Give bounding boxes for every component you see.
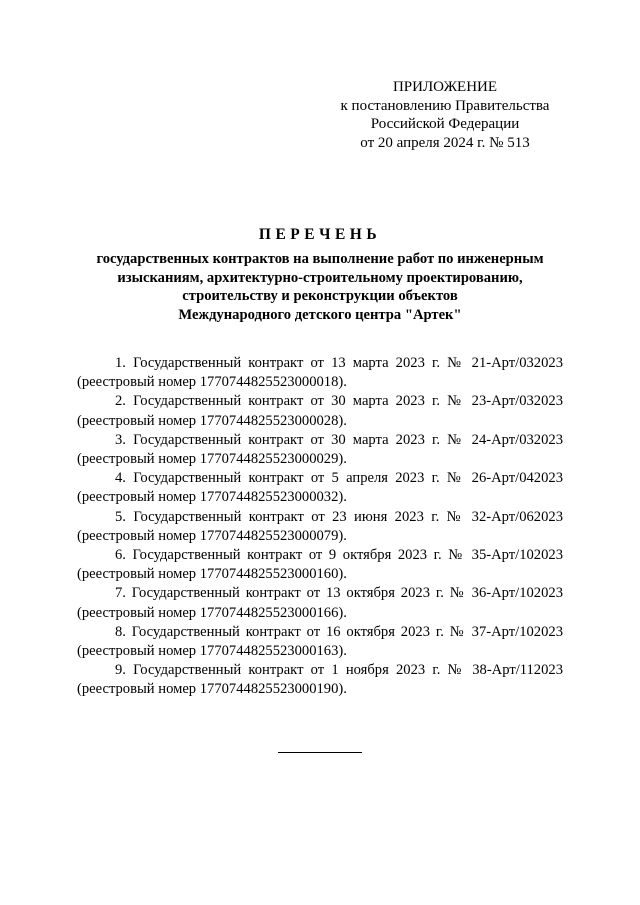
appendix-block [330,78,560,152]
list-item [77,392,563,430]
subheading-line-2: изысканиям, архитектурно-строительному проектированию, [117,269,523,286]
list-item [77,508,563,546]
list-item [77,546,563,584]
list-item-registry: (реестровый номер 1770744825523000160). [77,566,347,583]
list-item-text: 9. Государственный контракт от 1 ноября 2023 г. № 38-Арт/112023 [115,662,563,679]
list-item-registry: (реестровый номер 1770744825523000190). [77,681,347,698]
list-item-text: 2. Государственный контракт от 30 марта 2023 г. № 23-Арт/032023 [115,393,563,410]
list-item-registry: (реестровый номер 1770744825523000029). [77,451,347,468]
list-item-registry: (реестровый номер 1770744825523000032). [77,489,347,506]
list-item-registry: (реестровый номер 1770744825523000163). [77,643,347,660]
list-item [77,661,563,699]
subheading-line-3: строительству и реконструкции объектов [182,288,458,304]
list-item [77,584,563,622]
subheading-line-1: государственных контрактов на выполнение работ по инженерным [96,251,544,267]
subheading-line-4: Международного детского центра "Артек" [178,306,462,323]
appendix-line-2: Российской Федерации [370,116,520,132]
contract-list [77,354,563,700]
list-item-text: 1. Государственный контракт от 13 марта 2023 г. № 21-Арт/032023 [115,355,563,371]
list-item-registry: (реестровый номер 1770744825523000166). [77,604,347,621]
list-item-text: 3. Государственный контракт от 30 марта 2023 г. № 24-Арт/032023 [115,431,563,448]
list-item [77,354,563,392]
list-item-text: 6. Государственный контракт от 9 октября 2023 г. № 35-Арт/102023 [115,547,563,564]
list-item [77,469,563,507]
list-item [77,431,563,469]
list-item-registry: (реестровый номер 1770744825523000079). [77,527,347,544]
document-subheading [60,250,580,324]
appendix-line-3: от 20 апреля 2024 г. № 513 [360,134,530,151]
document-heading: ПЕРЕЧЕНЬ [258,226,382,243]
list-item-text: 4. Государственный контракт от 5 апреля 2023 г. № 26-Арт/042023 [115,470,563,487]
list-item-text: 5. Государственный контракт от 23 июня 2023 г. № 32-Арт/062023 [115,508,563,525]
end-divider [278,752,362,753]
list-item [77,623,563,661]
appendix-title: ПРИЛОЖЕНИЕ [392,79,498,95]
list-item-text: 8. Государственный контракт от 16 октября 2023 г. № 37-Арт/102023 [115,623,563,640]
list-item-text: 7. Государственный контракт от 13 октября 2023 г. № 36-Арт/102023 [115,585,563,602]
appendix-line-1: к постановлению Правительства [340,97,550,114]
list-item-registry: (реестровый номер 1770744825523000018). [77,374,347,391]
list-item-registry: (реестровый номер 1770744825523000028). [77,412,347,429]
